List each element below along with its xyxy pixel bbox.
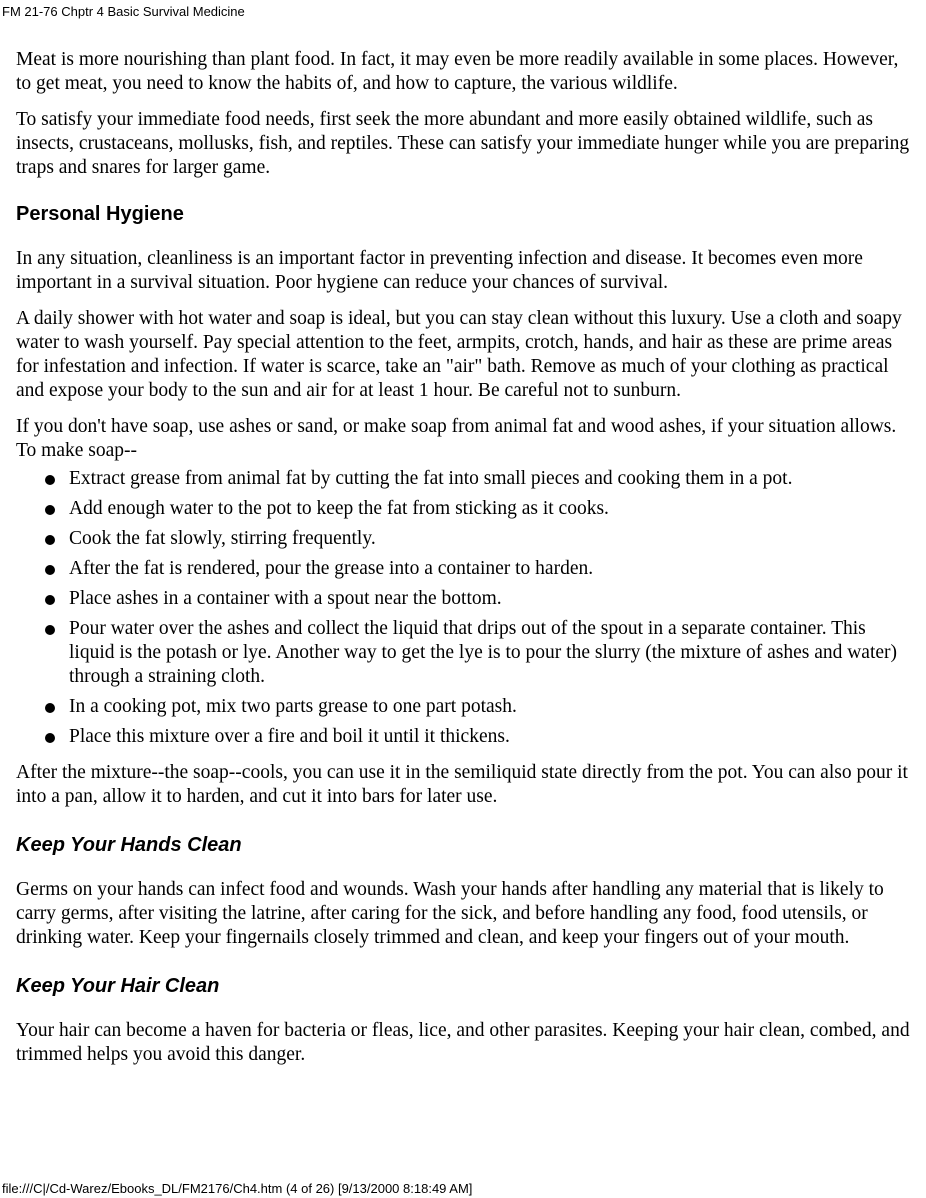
paragraph-hair: Your hair can become a haven for bacteria or fleas, lice, and other parasites. Keeping your hair clean, combed, and trimmed helps you avoid this danger. xyxy=(16,1020,910,1065)
list-item xyxy=(16,467,912,491)
list-item-text: Place this mixture over a fire and boil it until it thickens. xyxy=(69,726,510,747)
list-item-text: Place ashes in a container with a spout near the bottom. xyxy=(69,588,502,609)
list-item xyxy=(16,725,912,749)
list-item-text: Pour water over the ashes and collect the liquid that drips out of the spout in a separate container. This liquid is the potash or lye. Another way to get the lye is to pour the slurry (the mixture of ashes and water) through a straining cloth. xyxy=(69,618,898,687)
bullet-dot-icon xyxy=(45,703,55,713)
paragraph-soap-cools: After the mixture--the soap--cools, you can use it in the semiliquid state directly from the pot. You can also pour it into a pan, allow it to harden, and cut it into bars for later use. xyxy=(16,762,908,807)
heading-keep-hands-clean: Keep Your Hands Clean xyxy=(16,834,242,856)
heading-personal-hygiene: Personal Hygiene xyxy=(16,203,184,225)
list-item xyxy=(16,617,912,689)
bullet-dot-icon xyxy=(45,475,55,485)
list-item xyxy=(16,497,912,521)
paragraph-hands: Germs on your hands can infect food and wounds. Wash your hands after handling any material that is likely to carry germs, after visiting the latrine, after caring for the sick, and before handling any food, food utensils, or drinking water. Keep your fingernails closely trimmed and clean, and keep your fingers out of your mouth. xyxy=(16,879,884,948)
list-item-text: Cook the fat slowly, stirring frequently. xyxy=(69,528,376,549)
list-item xyxy=(16,527,912,551)
paragraph-cleanliness: In any situation, cleanliness is an important factor in preventing infection and disease. It becomes even more important in a survival situation. Poor hygiene can reduce your chances of survival. xyxy=(16,248,863,293)
soap-steps-list xyxy=(16,467,912,749)
list-item xyxy=(16,587,912,611)
list-item-text: In a cooking pot, mix two parts grease to one part potash. xyxy=(69,696,517,717)
page-header: FM 21-76 Chptr 4 Basic Survival Medicine xyxy=(2,4,245,19)
paragraph-immediate-food: To satisfy your immediate food needs, first seek the more abundant and more easily obtained wildlife, such as insects, crustaceans, mollusks, fish, and reptiles. These can satisfy your immediate hunger while you are preparing traps and snares for larger game. xyxy=(16,109,910,178)
bullet-dot-icon xyxy=(45,535,55,545)
bullet-dot-icon xyxy=(45,733,55,743)
list-item-text: Add enough water to the pot to keep the fat from sticking as it cooks. xyxy=(69,498,609,519)
bullet-dot-icon xyxy=(45,565,55,575)
bullet-dot-icon xyxy=(45,625,55,635)
bullet-dot-icon xyxy=(45,505,55,515)
heading-keep-hair-clean: Keep Your Hair Clean xyxy=(16,975,220,997)
paragraph-meat-nourishing: Meat is more nourishing than plant food. In fact, it may even be more readily available in some places. However, to get meat, you need to know the habits of, and how to capture, the various wildlife. xyxy=(16,49,899,94)
list-item xyxy=(16,695,912,719)
list-item xyxy=(16,557,912,581)
list-item-text: After the fat is rendered, pour the grease into a container to harden. xyxy=(69,558,594,579)
paragraph-daily-shower: A daily shower with hot water and soap is ideal, but you can stay clean without this luxury. Use a cloth and soapy water to wash yourself. Pay special attention to the feet, armpits, crotch, hands, and hair as these are prime areas for infestation and infection. If water is scarce, take an "air" bath. Remove as much of your clothing as practical and expose your body to the sun and air for at least 1 hour. Be careful not to sunburn. xyxy=(16,308,902,401)
bullet-dot-icon xyxy=(45,595,55,605)
document-body xyxy=(16,48,912,1079)
page-footer-url: file:///C|/Cd-Warez/Ebooks_DL/FM2176/Ch4.htm (4 of 26) [9/13/2000 8:18:49 AM] xyxy=(2,1181,473,1196)
paragraph-soap-intro: If you don't have soap, use ashes or sand, or make soap from animal fat and wood ashes, if your situation allows. To make soap-- xyxy=(16,416,897,461)
list-item-text: Extract grease from animal fat by cutting the fat into small pieces and cooking them in a pot. xyxy=(69,468,793,489)
